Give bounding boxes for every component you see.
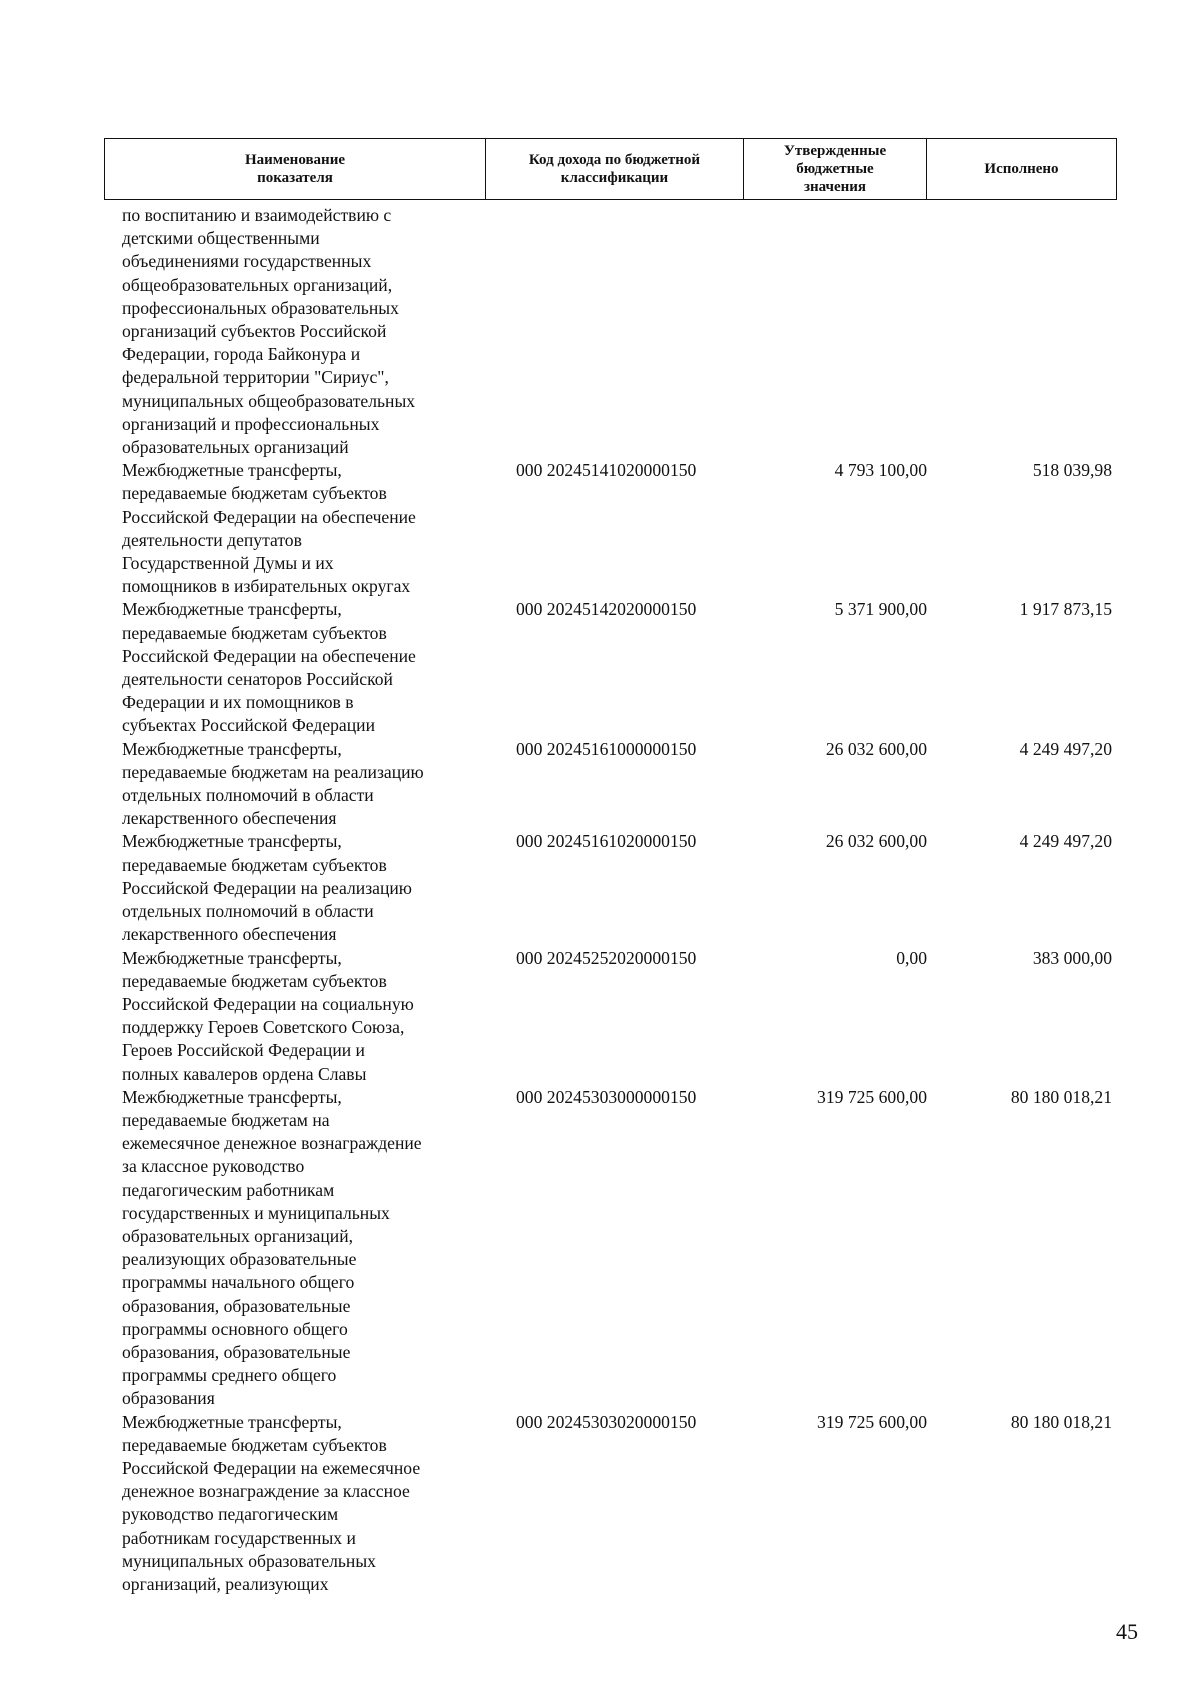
row-approved: 4 793 100,00 — [834, 460, 927, 481]
table-row — [0, 947, 1200, 1086]
row-approved: 26 032 600,00 — [825, 831, 927, 852]
row-approved: 5 371 900,00 — [834, 599, 927, 620]
row-name: Межбюджетные трансферты, передаваемые бюджетам субъектов Российской Федерации на ежемесячное денежное вознаграждение за классное руководство педагогическим работникам государственных и муниципальных образовательных организаций, реализующих — [122, 1411, 421, 1594]
row-name: Межбюджетные трансферты, передаваемые бюджетам субъектов Российской Федерации на обеспечение деятельности депутатов Государственной Думы и их помощников в избирательных округах — [122, 460, 416, 597]
row-name: Межбюджетные трансферты, передаваемые бюджетам субъектов Российской Федерации на обеспечение деятельности сенаторов Российской Федерации и их помощников в субъектах Российской Федерации — [122, 599, 416, 736]
header-code — [486, 139, 744, 199]
header-code-text: Код дохода по бюджетной классификации — [528, 152, 701, 186]
table-row — [0, 459, 1200, 598]
table-row — [0, 1411, 1200, 1597]
row-done: 80 180 018,21 — [1010, 1411, 1112, 1432]
table-header — [104, 138, 1117, 200]
row-code: 000 20245142020000150 — [516, 599, 697, 620]
row-done: 1 917 873,15 — [1019, 599, 1112, 620]
row-code: 000 20245141020000150 — [516, 460, 697, 481]
row-code: 000 20245161020000150 — [516, 831, 697, 852]
table-row — [0, 1086, 1200, 1411]
row-approved: 319 725 600,00 — [817, 1086, 927, 1107]
row-name: Межбюджетные трансферты, передаваемые бюджетам субъектов Российской Федерации на социальную поддержку Героев Советского Союза, Героев Российской Федерации и полных кавалеров ордена Славы — [122, 947, 414, 1084]
page-number: 45 — [1116, 1619, 1138, 1644]
row-code: 000 20245303020000150 — [516, 1411, 697, 1432]
table-row — [0, 598, 1200, 737]
row-code: 000 20245161000000150 — [516, 738, 697, 759]
header-approved-text: Утвержденные бюджетные значения — [783, 143, 887, 195]
row-approved: 26 032 600,00 — [825, 738, 927, 759]
row-name: Межбюджетные трансферты, передаваемые бюджетам на реализацию отдельных полномочий в области лекарственного обеспечения — [122, 738, 424, 829]
row-done: 383 000,00 — [1032, 947, 1112, 968]
header-done-text: Исполнено — [984, 161, 1059, 177]
row-name: по воспитанию и взаимодействию с детскими общественными объединениями государственных общеобразовательных организаций, профессиональных образовательных организаций субъектов Российской Федерации, города Байконура и федеральной территории "Сириус", муниципальных общеобразовательных организаций и профессиональных образовательных организаций — [122, 205, 416, 458]
row-done: 80 180 018,21 — [1010, 1086, 1112, 1107]
header-approved — [744, 139, 927, 199]
row-done: 4 249 497,20 — [1019, 831, 1112, 852]
row-done: 518 039,98 — [1032, 460, 1112, 481]
table-row — [0, 830, 1200, 946]
table-row — [0, 204, 1200, 459]
row-done: 4 249 497,20 — [1019, 738, 1112, 759]
row-name: Межбюджетные трансферты, передаваемые бюджетам на ежемесячное денежное вознаграждение за классное руководство педагогическим работникам государственных и муниципальных образовательных организаций, реализующих образовательные программы начального общего образования, образовательные программы основного общего образования, образовательные программы среднего общего образования — [122, 1086, 422, 1409]
row-approved: 0,00 — [896, 947, 927, 968]
header-done — [927, 139, 1116, 199]
header-name-text: Наименование показателя — [245, 152, 345, 186]
row-name: Межбюджетные трансферты, передаваемые бюджетам субъектов Российской Федерации на реализацию отдельных полномочий в области лекарственного обеспечения — [122, 831, 412, 945]
row-code: 000 20245303000000150 — [516, 1086, 697, 1107]
table-body — [0, 204, 1200, 1596]
table-row — [0, 738, 1200, 831]
row-approved: 319 725 600,00 — [817, 1411, 927, 1432]
row-code: 000 20245252020000150 — [516, 947, 697, 968]
header-name — [105, 139, 486, 199]
